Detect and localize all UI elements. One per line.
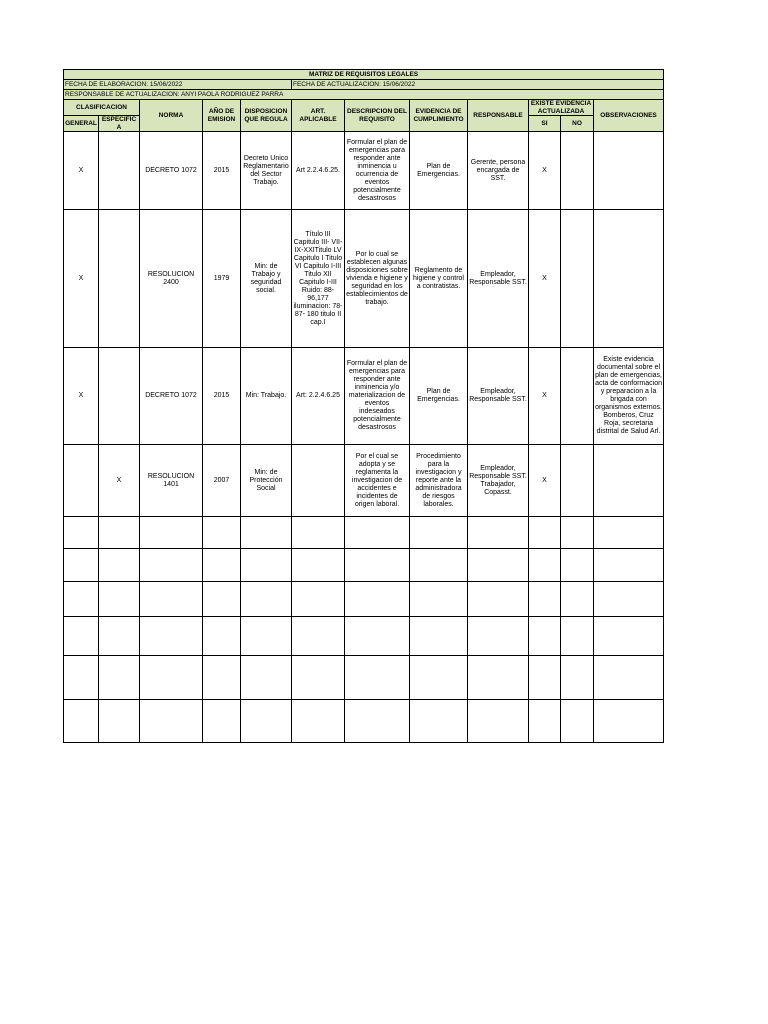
cell-norma: DECRETO 1072 (140, 348, 203, 445)
legal-requirements-sheet (63, 69, 664, 743)
header-descripcion: DESCRIPCION DEL REQUISITO (345, 100, 410, 132)
cell-art (292, 445, 345, 517)
cell-especifica (99, 210, 140, 348)
cell-general: X (64, 132, 99, 210)
cell-evidencia: Reglamento de higiene y control a contratistas. (410, 210, 468, 348)
empty-row (64, 582, 664, 617)
header-especifica: ESPECIFICA (99, 116, 140, 132)
header-responsable: RESPONSABLE (468, 100, 529, 132)
cell-evidencia: Plan de Emergencias. (410, 348, 468, 445)
cell-art: Art: 2.2.4.6.25 (292, 348, 345, 445)
empty-row (64, 700, 664, 743)
cell-evidencia: Plan de Emergencias. (410, 132, 468, 210)
header-general: GENERAL (64, 116, 99, 132)
matrix-title: MATRIZ DE REQUISITOS LEGALES (64, 70, 664, 80)
cell-anio: 2015 (203, 348, 241, 445)
empty-row (64, 517, 664, 549)
cell-si: X (529, 132, 561, 210)
creation-date: FECHA DE ELABORACION: 15/06/2022 (64, 80, 292, 90)
cell-observaciones (594, 210, 664, 348)
table-row (64, 348, 664, 445)
cell-especifica (99, 348, 140, 445)
cell-anio: 2015 (203, 132, 241, 210)
cell-art: Art 2.2.4.6.25. (292, 132, 345, 210)
cell-observaciones: Existe evidencia documental sobre el plan de emergencias, acta de conformacion y preparacion a la brigada con organismos externos. Bomberos, Cruz Roja, secretaria distrital de Salud Arl. (594, 348, 664, 445)
table-row (64, 210, 664, 348)
update-responsible: RESPONSABLE DE ACTUALIZACION: ANYI PAOLA RODRIGUEZ PARRA (64, 90, 664, 100)
cell-descripcion: Por el cual se adopta y se reglamenta la investigacion de accidentes e incidentes de origen laboral. (345, 445, 410, 517)
cell-anio: 2007 (203, 445, 241, 517)
header-norma: NORMA (140, 100, 203, 132)
header-disposicion: DISPOSICION QUE REGULA (241, 100, 292, 132)
header-existe-evidencia: EXISTE EVIDENCIA ACTUALIZADA (529, 100, 594, 116)
cell-norma: RESOLUCION 1401 (140, 445, 203, 517)
cell-especifica: X (99, 445, 140, 517)
table-row (64, 445, 664, 517)
cell-norma: RESOLUCION 2400 (140, 210, 203, 348)
header-art: ART. APLICABLE (292, 100, 345, 132)
header-evidencia: EVIDENCIA DE CUMPLIMIENTO (410, 100, 468, 132)
header-anio: AÑO DE EMISION (203, 100, 241, 132)
empty-row (64, 549, 664, 582)
cell-evidencia: Procedimiento para la investigacion y reporte ante la administradora de riesgos laborales. (410, 445, 468, 517)
cell-norma: DECRETO 1072 (140, 132, 203, 210)
cell-observaciones (594, 445, 664, 517)
cell-disposicion: Decreto Unico Reglamentario del Sector Trabajo. (241, 132, 292, 210)
cell-general: X (64, 210, 99, 348)
cell-general (64, 445, 99, 517)
cell-si: X (529, 210, 561, 348)
empty-row (64, 656, 664, 700)
table-row (64, 132, 664, 210)
cell-anio: 1979 (203, 210, 241, 348)
header-observaciones: OBSERVACIONES (594, 100, 664, 132)
cell-descripcion: Por lo cual se establecen algunas disposiciones sobre vivienda e higiene y seguridad en los establecimientos de trabajo. (345, 210, 410, 348)
cell-disposicion: Min: de Protección Social (241, 445, 292, 517)
cell-disposicion: Min: Trabajo. (241, 348, 292, 445)
cell-general: X (64, 348, 99, 445)
cell-descripcion: Formular el plan de emergencias para responder ante inminencia y/o materializacion de eventos indeseados potencialmente desastrosos (345, 348, 410, 445)
cell-responsable: Empleador, Responsable SST. (468, 210, 529, 348)
cell-especifica (99, 132, 140, 210)
cell-disposicion: Min: de Trabajo y seguridad social. (241, 210, 292, 348)
cell-responsable: Gerente, persona encargada de SST. (468, 132, 529, 210)
cell-no (561, 348, 594, 445)
requirements-table (63, 69, 664, 743)
cell-responsable: Empleador, Responsable SST. (468, 348, 529, 445)
cell-observaciones (594, 132, 664, 210)
update-date: FECHA DE ACTUALIZACION: 15/06/2022 (292, 80, 664, 90)
cell-no (561, 445, 594, 517)
cell-responsable: Empleador, Responsable SST. Trabajador, Copasst. (468, 445, 529, 517)
header-si: SI (529, 116, 561, 132)
cell-art: Título III Capitulo III- VII-IX-XXITitulo LV Capitulo I Titulo VI Capitulo I-III Titulo XII Capitulo I-III Ruido: 88-96,177 iluminacion: 78-87- 180 titulo II cap.I (292, 210, 345, 348)
header-clasificacion: CLASIFICACION (64, 100, 140, 116)
header-no: NO (561, 116, 594, 132)
cell-descripcion: Formular el plan de emergencias para responder ante inminencia u ocurrencia de eventos potencialmente desastrosos (345, 132, 410, 210)
cell-no (561, 132, 594, 210)
cell-si: X (529, 348, 561, 445)
cell-no (561, 210, 594, 348)
cell-si: X (529, 445, 561, 517)
empty-row (64, 617, 664, 656)
